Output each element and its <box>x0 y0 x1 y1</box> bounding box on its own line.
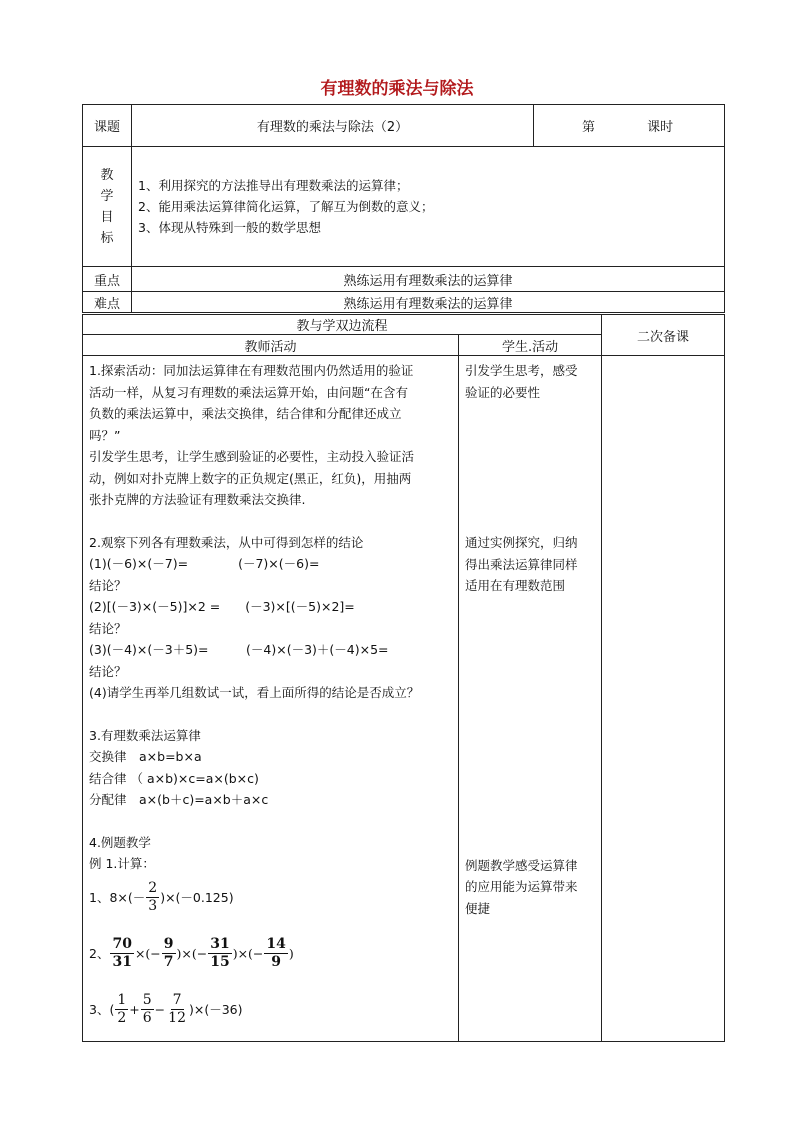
period-prefix: 第 <box>582 120 596 135</box>
operator: ) <box>288 945 294 961</box>
process-title: 教与学双边流程 <box>83 315 602 335</box>
fraction-numerator: 70 <box>112 936 132 952</box>
example-3 <box>89 987 452 1033</box>
student-line: 验证的必要性 <box>465 384 541 400</box>
example-1-prefix: 1、8×(－ <box>89 889 146 905</box>
fraction-denominator: 6 <box>142 1010 152 1026</box>
teacher-line: 1.探索活动：同加法运算律在有理数范围内仍然适用的验证 <box>89 363 414 378</box>
teacher-line: 4.例题教学 <box>89 834 151 850</box>
operator: )×(− <box>232 945 264 961</box>
difficulty-label: 难点 <box>83 292 132 313</box>
operator: ×(− <box>134 945 161 961</box>
teacher-line: 例 1.计算： <box>89 856 155 871</box>
difficulty-value: 熟练运用有理数乘法的运算律 <box>132 292 725 313</box>
teacher-line: 吗？” <box>89 427 121 443</box>
fraction-denominator: 12 <box>168 1010 186 1026</box>
fraction <box>166 992 188 1027</box>
student-line: 例题教学感受运算律 <box>465 857 578 873</box>
fraction-denominator: 15 <box>210 954 230 970</box>
process-title-row <box>83 315 725 335</box>
fraction <box>162 936 176 971</box>
fraction-numerator: 9 <box>163 936 174 952</box>
student-activity-header: 学生.活动 <box>459 335 602 356</box>
example-1-suffix: )×(－0.125) <box>160 889 234 905</box>
goals-label-char: 目 <box>100 209 114 225</box>
operator: − <box>154 1001 166 1017</box>
teacher-line: 动，例如对扑克牌上数字的正负规定(黑正，红负)，用抽两 <box>89 470 412 486</box>
student-line: 便捷 <box>465 900 491 916</box>
teacher-line: 分配律 a×(b＋c)=a×b＋a×c <box>89 792 269 807</box>
example-3-suffix: )×(－36) <box>188 1001 243 1017</box>
topic-label: 课题 <box>83 105 132 147</box>
fraction-denominator: 9 <box>271 954 282 970</box>
operator: + <box>129 1001 140 1017</box>
example-1 <box>89 875 452 921</box>
teacher-line: 3.有理数乘法运算律 <box>89 727 201 743</box>
teacher-line: 活动一样，从复习有理数的乘法运算开始，由问题“在含有 <box>89 384 408 400</box>
fraction <box>146 880 159 915</box>
teacher-line: 引发学生思考，让学生感到验证的必要性，主动投入验证活 <box>89 449 415 464</box>
teacher-line: (2)[(－3)×(－5)]×2 = (－3)×[(－5)×2]= <box>89 599 355 614</box>
document-title: 有理数的乘法与除法 <box>320 79 474 99</box>
key-point-label: 重点 <box>83 267 132 292</box>
topic-value: 有理数的乘法与除法（2） <box>132 105 534 147</box>
teacher-line: 2.观察下列各有理数乘法，从中可得到怎样的结论 <box>89 534 364 550</box>
fraction-denominator: 2 <box>117 1010 127 1026</box>
period-suffix: 课时 <box>647 120 674 135</box>
fraction <box>110 936 133 971</box>
teacher-line: 结合律 （ a×b)×c=a×(b×c) <box>89 770 259 786</box>
teacher-line: 交换律 a×b=b×a <box>89 749 202 764</box>
backup-header: 二次备课 <box>602 315 725 356</box>
key-point-row <box>83 267 725 292</box>
fraction <box>141 992 154 1027</box>
goal-item: 2、能用乘法运算律简化运算，了解互为倒数的意义； <box>138 199 434 214</box>
example-3-prefix: 3、( <box>89 1001 115 1017</box>
fraction-numerator: 31 <box>210 936 230 952</box>
teacher-line: (4)请学生再举几组数试一试，看上面所得的结论是否成立？ <box>89 685 420 700</box>
teacher-line: (3)(－4)×(－3＋5)= (－4)×(－3)＋(－4)×5= <box>89 642 389 657</box>
fraction-denominator: 3 <box>148 898 158 914</box>
goals-label <box>83 147 132 267</box>
teacher-line: (1)(－6)×(－7)= (－7)×(－6)= <box>89 556 320 571</box>
teacher-activity-header: 教师活动 <box>83 335 459 356</box>
goals-row <box>83 147 725 267</box>
goals-body <box>132 147 725 267</box>
fraction-numerator: 5 <box>142 992 152 1008</box>
process-table <box>82 314 725 1042</box>
fraction-numerator: 7 <box>172 992 182 1008</box>
period-cell <box>534 105 725 147</box>
process-body-row <box>83 356 725 1042</box>
student-line: 适用在有理数范围 <box>465 578 566 593</box>
student-line: 通过实例探究，归纳 <box>465 535 578 550</box>
fraction <box>264 936 287 971</box>
goals-label-char: 学 <box>100 188 114 204</box>
lesson-info-table <box>82 104 725 313</box>
goal-item: 3、体现从特殊到一般的数学思想 <box>138 220 321 235</box>
student-line: 引发学生思考，感受 <box>465 363 578 378</box>
fraction-denominator: 7 <box>163 954 174 970</box>
key-point-value: 熟练运用有理数乘法的运算律 <box>132 267 725 292</box>
fraction-numerator: 14 <box>266 936 286 952</box>
operator: )×(− <box>176 945 208 961</box>
teacher-line: 负数的乘法运算中，乘法交换律，结合律和分配律还成立 <box>89 406 402 421</box>
fraction <box>208 936 231 971</box>
goals-label-char: 教 <box>100 167 114 183</box>
fraction <box>115 992 128 1027</box>
example-2-prefix: 2、 <box>89 945 110 961</box>
teacher-line: 结论？ <box>89 620 127 636</box>
student-activity-cell <box>459 356 602 1042</box>
teacher-activity-cell <box>83 356 459 1042</box>
goal-item: 1、利用探究的方法推导出有理数乘法的运算律； <box>138 178 409 193</box>
fraction-denominator: 31 <box>112 954 132 970</box>
student-line: 的应用能为运算带来 <box>465 879 578 894</box>
fraction-numerator: 1 <box>117 992 127 1008</box>
difficulty-row <box>83 292 725 313</box>
student-line: 得出乘法运算律同样 <box>465 556 578 572</box>
fraction-numerator: 2 <box>148 880 158 896</box>
teacher-line: 结论？ <box>89 577 127 593</box>
teacher-line: 结论？ <box>89 663 127 679</box>
topic-row <box>83 105 725 147</box>
example-2 <box>89 931 452 977</box>
teacher-line: 张扑克牌的方法验证有理数乘法交换律. <box>89 492 306 507</box>
goals-label-char: 标 <box>100 230 114 246</box>
backup-cell <box>602 356 725 1042</box>
